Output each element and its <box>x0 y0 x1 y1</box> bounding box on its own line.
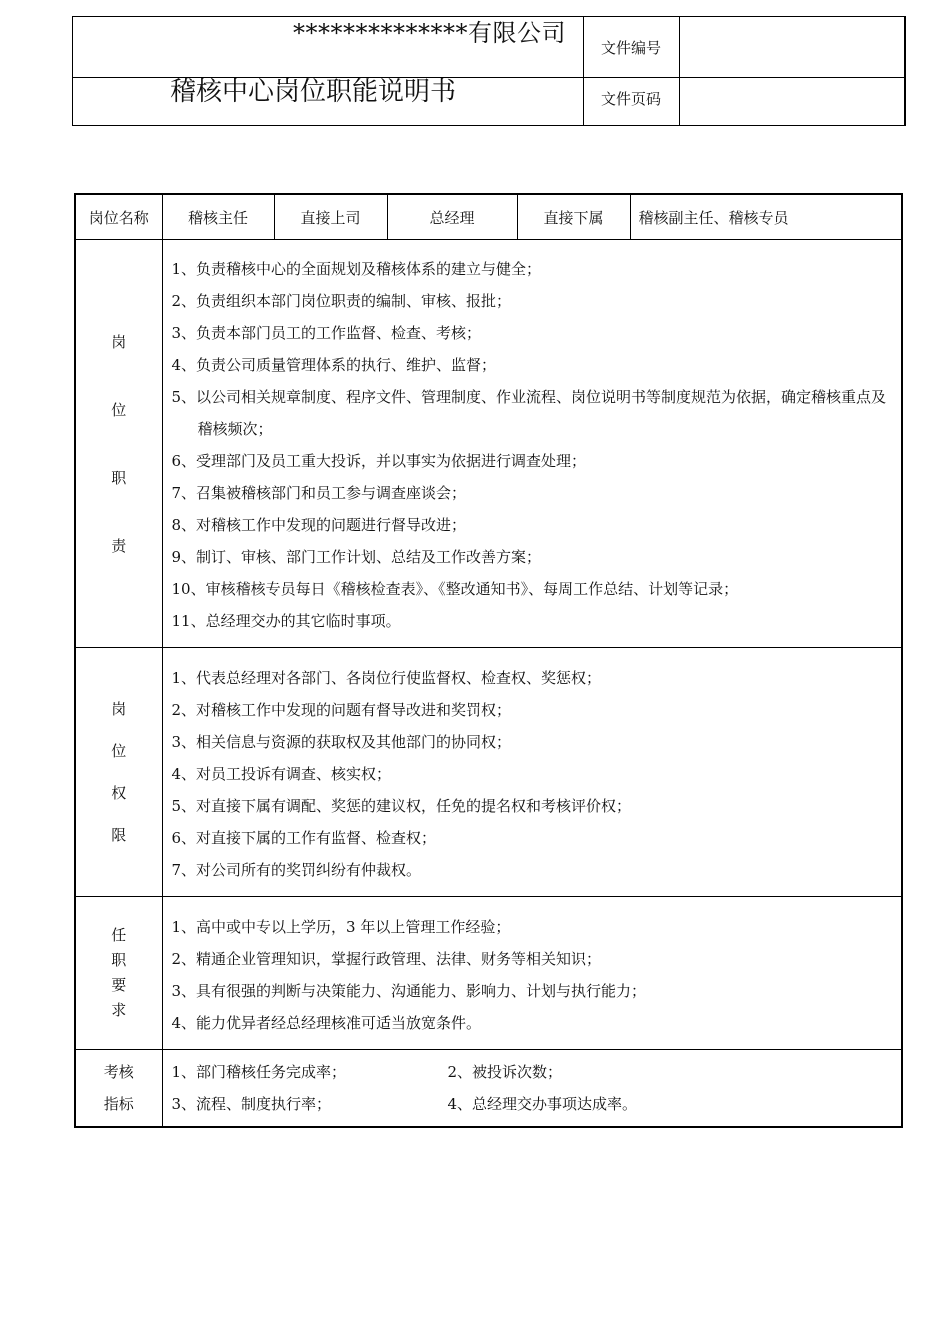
list-item: 1、代表总经理对各部门、各岗位行使监督权、检查权、奖惩权； <box>171 669 602 687</box>
job-description-table <box>74 193 903 1128</box>
list-item: 6、对直接下属的工作有监督、检查权； <box>171 829 437 847</box>
superior-value: 总经理 <box>387 194 517 240</box>
list-item: 4、能力优异者经总经理核准可适当放宽条件。 <box>171 1014 482 1032</box>
requirements-label-char: 要 <box>111 976 127 994</box>
requirements-list <box>162 897 902 1050</box>
list-item: 7、召集被稽核部门和员工参与调查座谈会； <box>171 484 467 502</box>
list-item: 3、具有很强的判断与决策能力、沟通能力、影响力、计划与执行能力； <box>171 982 647 1000</box>
duties-label <box>75 240 162 648</box>
kpi-line <box>172 1056 893 1088</box>
document-header <box>72 16 906 126</box>
list-item: 5、以公司相关规章制度、程序文件、管理制度、作业流程、岗位说明书等制度规范为依据，确定稽核重点及稽核频次； <box>171 388 887 438</box>
requirements-row <box>75 897 902 1050</box>
kpi-label <box>75 1050 162 1128</box>
duties-list <box>162 240 902 648</box>
duties-label-char: 位 <box>111 400 127 419</box>
superior-label: 直接上司 <box>274 194 387 240</box>
document-title: 稽核中心岗位职能说明书 <box>170 77 457 107</box>
requirements-label-char: 职 <box>111 951 127 969</box>
duties-row <box>75 240 902 648</box>
list-item: 2、精通企业管理知识，掌握行政管理、法律、财务等相关知识； <box>171 950 602 968</box>
list-item: 9、制订、审核、部门工作计划、总结及工作改善方案； <box>171 548 542 566</box>
list-item: 1、部门稽核任务完成率； <box>171 1063 347 1081</box>
list-item: 4、负责公司质量管理体系的执行、维护、监督； <box>171 356 497 374</box>
authority-label-char: 岗 <box>111 700 127 718</box>
list-item: 1、高中或中专以上学历，3 年以上管理工作经验； <box>171 918 511 936</box>
subordinate-value: 稽核副主任、稽核专员 <box>630 194 902 240</box>
file-page-label: 文件页码 <box>600 90 661 108</box>
file-number-value <box>680 17 904 75</box>
authority-label-char: 限 <box>111 826 127 844</box>
authority-row <box>75 648 902 897</box>
requirements-label <box>75 897 162 1050</box>
subordinate-label: 直接下属 <box>517 194 630 240</box>
duties-label-char: 岗 <box>111 332 127 351</box>
list-item: 10、审核稽核专员每日《稽核检查表》、《整改通知书》、每周工作总结、计划等记录； <box>171 580 739 598</box>
list-item: 2、被投诉次数； <box>447 1063 563 1081</box>
list-item: 11、总经理交办的其它临时事项。 <box>171 612 401 630</box>
position-name-label: 岗位名称 <box>75 194 162 240</box>
kpi-line <box>172 1088 893 1120</box>
position-row <box>75 194 902 240</box>
kpi-list <box>162 1050 902 1128</box>
authority-label <box>75 648 162 897</box>
authority-label-char: 权 <box>111 784 127 802</box>
kpi-label-line: 考核 <box>103 1063 134 1081</box>
requirements-label-char: 求 <box>111 1001 127 1019</box>
list-item: 1、负责稽核中心的全面规划及稽核体系的建立与健全； <box>171 260 542 278</box>
file-page-value <box>680 78 904 136</box>
list-item: 2、负责组织本部门岗位职责的编制、审核、报批； <box>171 292 512 310</box>
list-item: 8、对稽核工作中发现的问题进行督导改进； <box>171 516 467 534</box>
authority-list <box>162 648 902 897</box>
kpi-row <box>75 1050 902 1128</box>
list-item: 5、对直接下属有调配、奖惩的建议权，任免的提名权和考核评价权； <box>171 797 632 815</box>
company-name: **************有限公司 <box>293 19 566 47</box>
list-item: 6、受理部门及员工重大投诉，并以事实为依据进行调查处理； <box>171 452 587 470</box>
list-item: 3、负责本部门员工的工作监督、检查、考核； <box>171 324 482 342</box>
list-item: 2、对稽核工作中发现的问题有督导改进和奖罚权； <box>171 701 512 719</box>
list-item: 4、对员工投诉有调查、核实权； <box>171 765 392 783</box>
position-name-value: 稽核主任 <box>162 194 274 240</box>
authority-label-char: 位 <box>111 742 127 760</box>
list-item: 4、总经理交办事项达成率。 <box>447 1095 638 1113</box>
requirements-label-char: 任 <box>111 926 127 944</box>
list-item: 3、流程、制度执行率； <box>171 1095 332 1113</box>
duties-label-char: 责 <box>111 536 127 555</box>
file-number-label: 文件编号 <box>600 39 661 57</box>
kpi-label-line: 指标 <box>103 1095 134 1113</box>
duties-label-char: 职 <box>111 468 127 487</box>
list-item: 7、对公司所有的奖罚纠纷有仲裁权。 <box>171 861 422 879</box>
list-item: 3、相关信息与资源的获取权及其他部门的协同权； <box>171 733 512 751</box>
